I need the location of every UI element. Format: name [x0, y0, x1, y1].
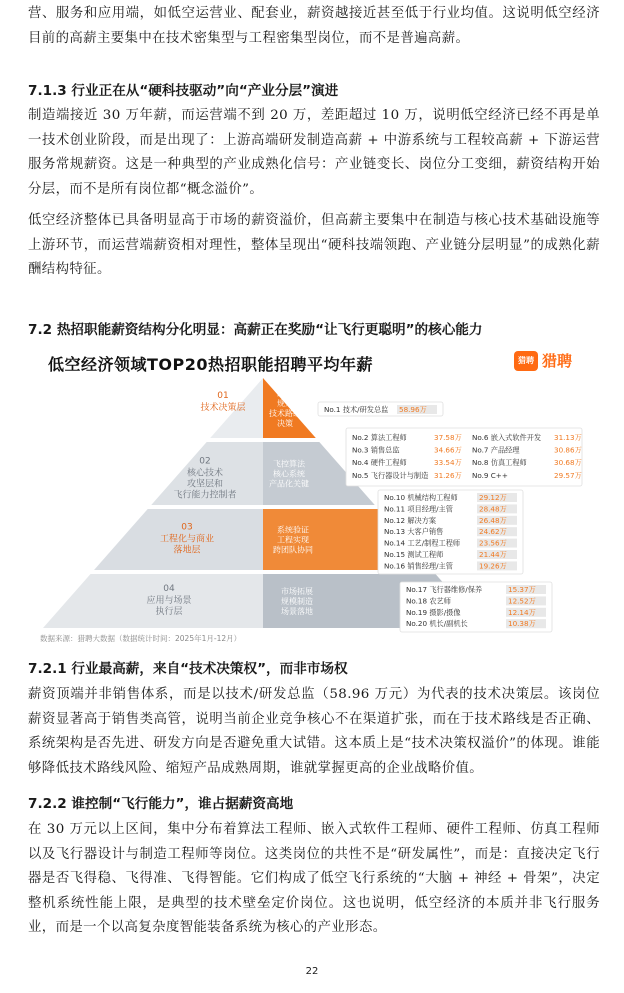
- layer-name-3: 落地层: [173, 545, 201, 556]
- logo-mark: 猎聘: [514, 351, 538, 371]
- salary-value: 15.37万: [508, 585, 536, 594]
- salary-value: 29.57万: [554, 470, 582, 480]
- salary-role: No.12 解决方案: [384, 515, 437, 525]
- salary-role: No.19 摄影/摄像: [406, 607, 461, 617]
- salary-role: No.9 C++: [472, 470, 508, 480]
- salary-value: 29.12万: [479, 493, 507, 502]
- salary-value: 12.14万: [508, 607, 536, 617]
- salary-value: 34.66万: [434, 445, 462, 455]
- layer-name-1: 技术决策层: [200, 403, 246, 413]
- layer-desc-3: 工程实现: [277, 535, 309, 545]
- layer-number-2: 02: [199, 456, 211, 467]
- logo-text: 猎聘: [541, 352, 572, 370]
- salary-role: No.2 算法工程师: [352, 433, 407, 442]
- salary-value: 23.56万: [479, 538, 507, 548]
- paragraph-intro: 营、服务和应用端，如低空运营业、配套业，薪资越接近甚至低于行业均值。这说明低空经济目前的高薪主要集中在技术密集型与工程密集型岗位，而不是普遍高薪。: [28, 6, 600, 46]
- salary-role: No.16 销售经理/主管: [384, 561, 453, 571]
- salary-value: 26.48万: [479, 515, 507, 525]
- heading-7-2: 7.2 热招职能薪资结构分化明显：高薪正在奖励“让飞行更聪明”的核心能力: [28, 322, 483, 338]
- salary-value: 33.54万: [434, 458, 462, 468]
- layer-desc-1: 决策: [277, 419, 293, 428]
- figure-title: 低空经济领域TOP20热招职能招聘平均年薪: [48, 355, 374, 374]
- layer-desc-2: 核心系统: [273, 469, 305, 479]
- paragraph-flight-capability: 在 30 万元以上区间，集中分布着算法工程师、嵌入式软件工程师、硬件工程师、仿真工程师以及飞行器设计与制造工程师等岗位。这类岗位的共性不是“研发属性”，而是：直接决定飞行器是否飞得稳、飞得准、飞得智能。它们构成了低空飞行系统的“大脑 + 神经 + 骨架”，决定整机系统性能上限，是典型的技术壁垒定价岗位。这也说明，低空经济的本质并非飞行服务业，而是一个以高复杂度智能装备系统为核心的产业形态。: [28, 822, 600, 936]
- layer-number-4: 04: [163, 584, 175, 594]
- salary-value: 30.68万: [554, 458, 582, 468]
- salary-figure: [28, 350, 598, 650]
- salary-role: No.4 硬件工程师: [352, 458, 407, 468]
- paragraph-tech-decision: 薪资顶端并非销售体系，而是以技术/研发总监（58.96 万元）为代表的技术决策层。该岗位薪资显著高于销售类高管，说明当前企业竞争核心不在渠道扩张，而在于技术路线是否正确、系统架构是否先进、研发方向是否避免重大试错。这本质上是“技术决策权溢价”的体现。谁能够降低技术路线风险、缩短产品成熟周期，谁就掌握更高的企业战略价值。: [28, 687, 600, 776]
- salary-role: No.8 仿真工程师: [472, 458, 527, 468]
- salary-role: No.15 测试工程师: [384, 550, 444, 559]
- salary-role: No.13 大客户销售: [384, 527, 444, 537]
- layer-desc-2: 飞控算法: [273, 459, 305, 469]
- salary-role: No.3 销售总监: [352, 445, 400, 455]
- salary-role: No.10 机械结构工程师: [384, 493, 458, 502]
- paragraph-industry-layering: 制造端接近 30 万年薪，而运营端不到 20 万，差距超过 10 万，说明低空经济已经不再是单一技术创业阶段，而是出现了：上游高端研发制造高薪 + 中游系统与工程较高薪 + 下游运营服务常规薪资。这是一种典型的产业成熟化信号：产业链变长、岗位分工变细，薪资结构开始分层，而不是所有岗位都“概念溢价”。: [28, 108, 600, 197]
- layer-number-3: 03: [181, 522, 193, 533]
- data-source: 数据来源：猎聘大数据（数据统计时间：2025年1月-12月）: [40, 634, 242, 643]
- layer-name-3: 工程化与商业: [159, 534, 215, 545]
- heading-7-1-3: 7.1.3 行业正在从“硬科技驱动”向“产业分层”演进: [28, 83, 339, 99]
- layer-name-2: 飞行能力控制者: [173, 490, 237, 501]
- salary-role: No.6 嵌入式软件开发: [472, 433, 542, 442]
- salary-value: 31.13万: [554, 433, 582, 442]
- salary-role: No.14 工艺/制程工程师: [384, 538, 461, 548]
- heading-7-2-2: 7.2.2 谁控制“飞行能力”，谁占据薪资高地: [28, 796, 294, 812]
- layer-desc-4: 市场拓展: [281, 587, 313, 596]
- salary-role: No.17 飞行器维修/保养: [406, 585, 483, 594]
- salary-role: No.18 农艺师: [406, 596, 451, 606]
- pyramid-right-band-1: [263, 378, 316, 438]
- layer-name-4: 应用与场景: [146, 596, 192, 606]
- layer-desc-1: 规划: [277, 399, 293, 408]
- salary-value: 19.26万: [479, 561, 507, 571]
- layer-desc-1: 技术路线: [269, 409, 301, 418]
- salary-value: 28.48万: [479, 504, 507, 514]
- salary-value: 58.96万: [399, 405, 427, 414]
- salary-value: 10.38万: [508, 619, 536, 629]
- layer-desc-3: 跨团队协同: [273, 545, 313, 555]
- salary-value: 37.58万: [434, 433, 462, 442]
- layer-desc-4: 场景落地: [281, 607, 313, 616]
- salary-value: 12.52万: [508, 596, 536, 606]
- salary-value: 21.44万: [479, 550, 507, 559]
- layer-number-1: 01: [217, 391, 229, 401]
- layer-desc-4: 规模制造: [281, 597, 313, 606]
- layer-name-4: 执行层: [155, 607, 183, 617]
- salary-pyramid: [28, 350, 598, 650]
- salary-role: No.11 项目经理/主管: [384, 504, 453, 514]
- layer-name-2: 核心技术: [186, 468, 224, 479]
- salary-role: No.20 机长/副机长: [406, 619, 468, 629]
- layer-desc-2: 产品化关键: [269, 479, 309, 489]
- paragraph-summary: 低空经济整体已具备明显高于市场的薪资溢价，但高薪主要集中在制造与核心技术基础设施等上游环节，而运营端薪资相对理性，整体呈现出“硬科技端领跑、产业链分层明显”的成熟化薪酬结构特征。: [28, 213, 600, 278]
- salary-role: No.5 飞行器设计与制造: [352, 470, 429, 480]
- salary-value: 31.26万: [434, 470, 462, 480]
- layer-name-2: 攻坚层和: [186, 479, 224, 490]
- salary-value: 30.86万: [554, 445, 582, 455]
- page-number: 22: [305, 966, 319, 977]
- salary-role: No.7 产品经理: [472, 445, 520, 455]
- layer-desc-3: 系统验证: [277, 525, 309, 535]
- heading-7-2-1: 7.2.1 行业最高薪，来自“技术决策权”，而非市场权: [28, 661, 348, 677]
- salary-role: No.1 技术/研发总监: [324, 405, 389, 414]
- layer-desc-1: 战略: [277, 389, 293, 398]
- salary-value: 24.62万: [479, 527, 507, 537]
